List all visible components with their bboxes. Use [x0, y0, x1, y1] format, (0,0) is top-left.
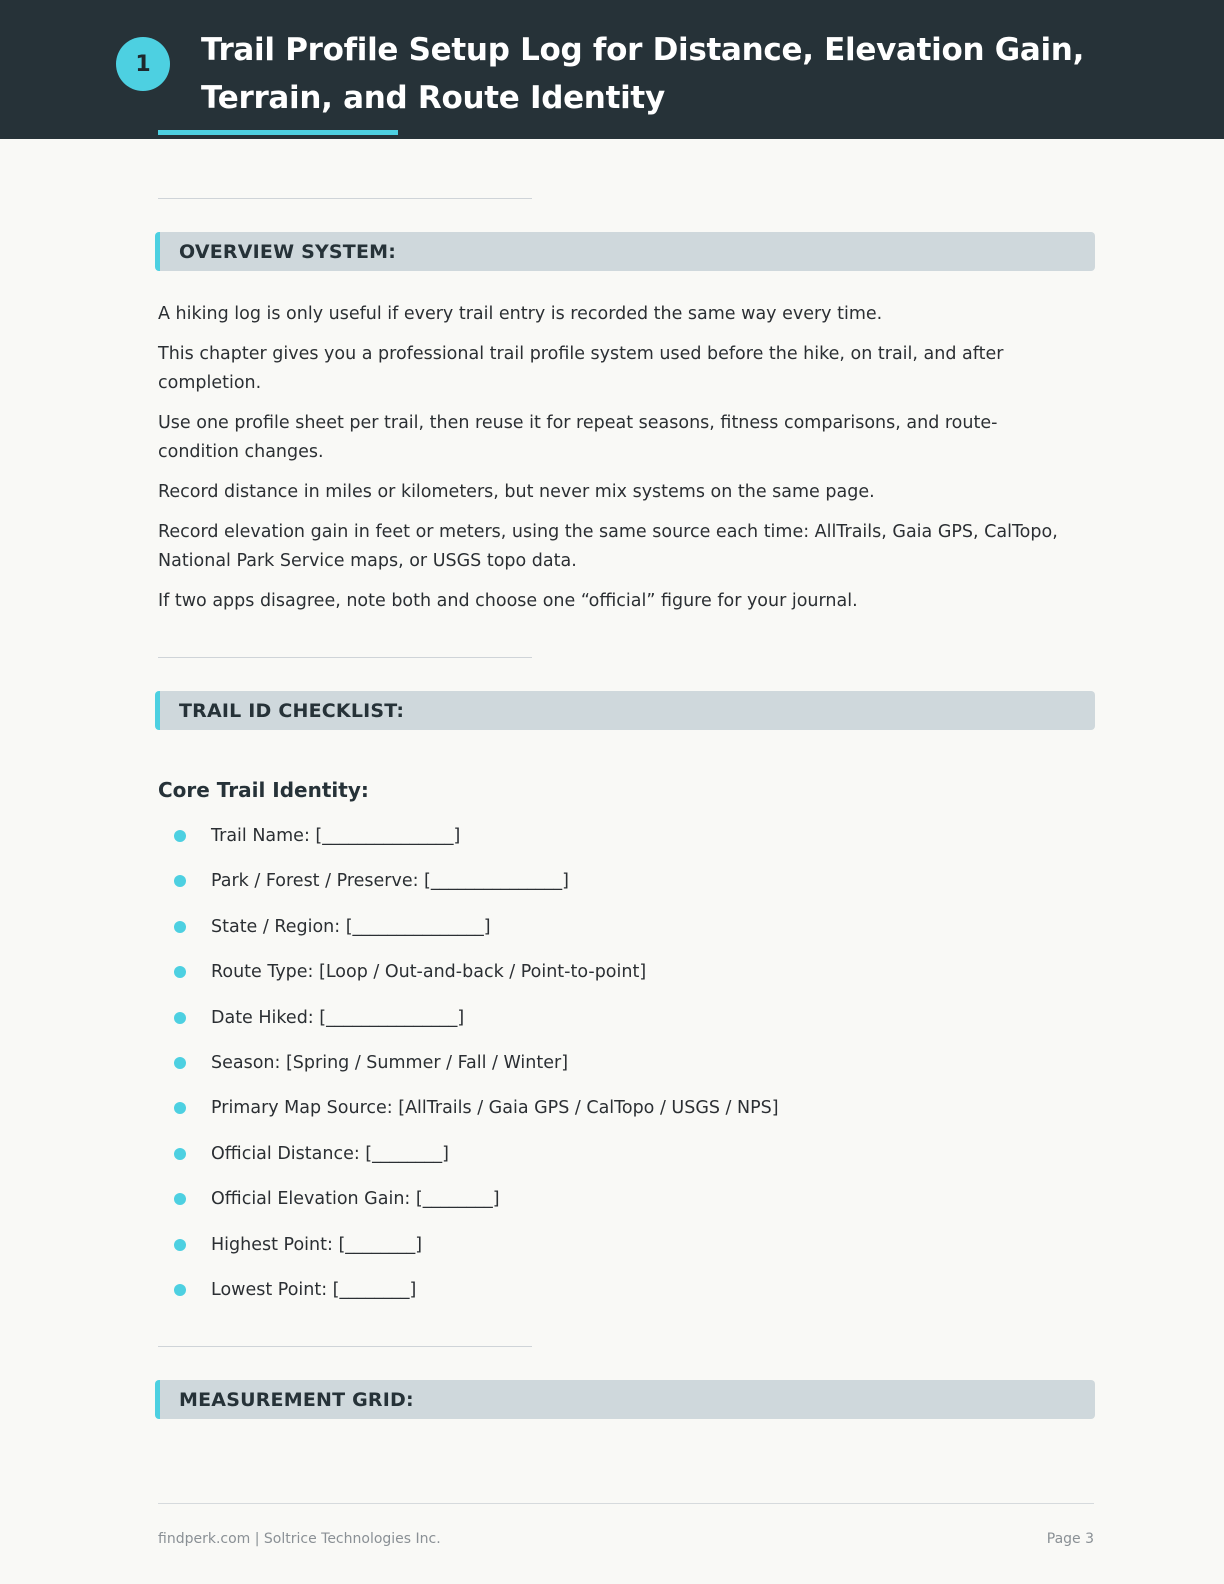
checklist-subheading: Core Trail Identity:	[158, 778, 369, 802]
checklist-item-label: Season: [Spring / Summer / Fall / Winter]	[211, 1052, 569, 1073]
bullet-dot-icon	[174, 1239, 186, 1251]
bullet-dot-icon	[174, 966, 186, 978]
page-title: Trail Profile Setup Log for Distance, Elevation Gain, Terrain, and Route Identity	[201, 32, 1085, 116]
checklist-item-label: Park / Forest / Preserve: [_______________]	[211, 871, 569, 892]
checklist-item-route-type	[158, 959, 1078, 1004]
page-header	[0, 0, 1224, 139]
bullet-dot-icon	[174, 1284, 186, 1296]
footer-site-company: findperk.com | Soltrice Technologies Inc.	[158, 1531, 441, 1547]
checklist-item-map-source	[158, 1095, 1078, 1140]
section-divider	[158, 1346, 532, 1347]
checklist-item-label: Official Elevation Gain: [________]	[211, 1189, 500, 1210]
checklist-item-label: Route Type: [Loop / Out-and-back / Point-to-point]	[211, 962, 647, 983]
bullet-dot-icon	[174, 1193, 186, 1205]
checklist-item-state	[158, 914, 1078, 959]
checklist-item-highest-point	[158, 1232, 1078, 1277]
checklist-item-label: Date Hiked: [_______________]	[211, 1007, 465, 1028]
header-accent-bar	[158, 130, 398, 135]
checklist-item-label: Trail Name: [_______________]	[211, 826, 461, 846]
overview-paragraph: Record distance in miles or kilometers, but never mix systems on the same page.	[158, 482, 875, 502]
bullet-dot-icon	[174, 921, 186, 933]
checklist-item-label: State / Region: [_______________]	[211, 916, 491, 937]
bullet-dot-icon	[174, 875, 186, 887]
checklist-item-lowest-point	[158, 1277, 1078, 1322]
checklist-item-label: Official Distance: [________]	[211, 1143, 449, 1164]
checklist-item-distance	[158, 1141, 1078, 1186]
checklist-item-label: Lowest Point: [________]	[211, 1279, 417, 1300]
bullet-dot-icon	[174, 830, 186, 842]
checklist-item-elevation-gain	[158, 1186, 1078, 1231]
section-divider	[158, 657, 532, 658]
overview-paragraph: If two apps disagree, note both and choose one “official” figure for your journal.	[158, 591, 858, 611]
chapter-number-badge: 1	[116, 37, 170, 91]
checklist-item-park	[158, 868, 1078, 913]
overview-paragraph: Record elevation gain in feet or meters, using the same source each time: AllTrails, Gaia GPS, CalTopo, National Park Service maps, or USGS topo data.	[158, 522, 1058, 571]
overview-paragraphs	[158, 300, 1078, 627]
bullet-dot-icon	[174, 1057, 186, 1069]
checklist-item-label: Primary Map Source: [AllTrails / Gaia GPS / CalTopo / USGS / NPS]	[211, 1098, 779, 1119]
checklist-item-date-hiked	[158, 1005, 1078, 1050]
bullet-dot-icon	[174, 1148, 186, 1160]
section-divider	[158, 198, 532, 199]
overview-paragraph: This chapter gives you a professional trail profile system used before the hike, on trail, and after completion.	[158, 344, 1004, 393]
overview-paragraph: Use one profile sheet per trail, then reuse it for repeat seasons, fitness comparisons, and route-condition changes.	[158, 413, 998, 462]
checklist-item-season	[158, 1050, 1078, 1095]
footer-page-number: Page 3	[1046, 1531, 1094, 1547]
footer-divider	[158, 1503, 1094, 1504]
checklist-item-label: Highest Point: [________]	[211, 1234, 423, 1255]
trail-id-checklist	[158, 823, 1078, 1322]
overview-paragraph: A hiking log is only useful if every trail entry is recorded the same way every time.	[158, 304, 883, 324]
checklist-item-trail-name	[158, 823, 1078, 868]
section-heading-trail-id: TRAIL ID CHECKLIST:	[155, 691, 1095, 730]
section-heading-overview: OVERVIEW SYSTEM:	[155, 232, 1095, 271]
bullet-dot-icon	[174, 1012, 186, 1024]
section-heading-measurement-grid: MEASUREMENT GRID:	[155, 1380, 1095, 1419]
bullet-dot-icon	[174, 1102, 186, 1114]
